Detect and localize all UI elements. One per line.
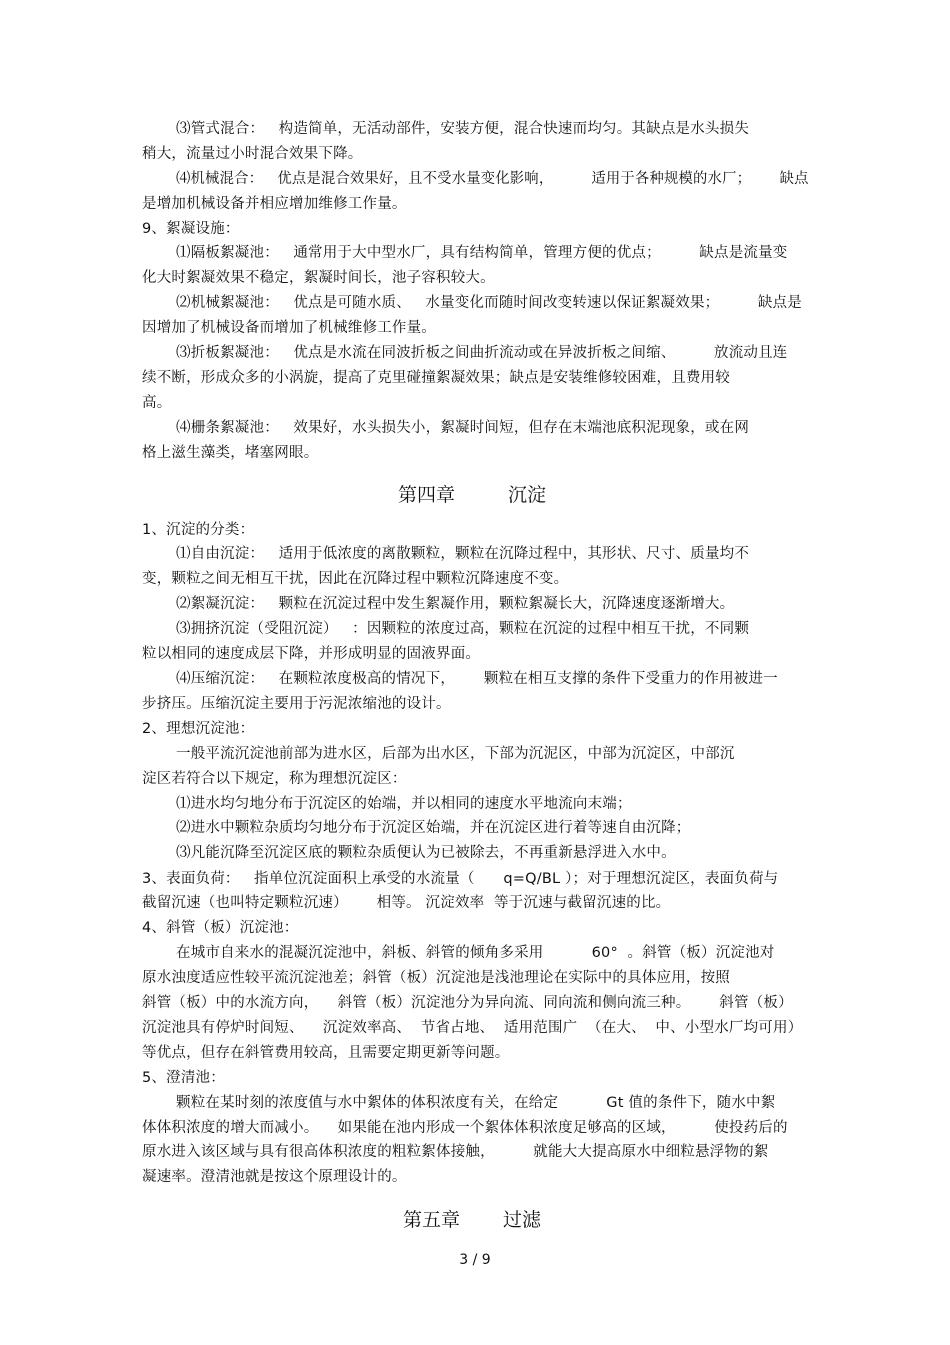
text-line: 格上滋生藻类，堵塞网眼。 [142,445,319,461]
chapter-title-name: 沉淀 [508,484,547,506]
text-line: 化大时絮凝效果不稳定，絮凝时间长，池子容积较大。 [142,270,495,286]
text-line: 是增加机械设备并相应增加维修工作量。 [142,196,407,212]
text-line: ⑴进水均匀地分布于沉淀区的始端，并以相同的速度水平地流向末端； [176,796,632,812]
text-line: 凝速率。澄清池就是按这个原理设计的。 [142,1169,407,1185]
text-line: ⑶拥挤沉淀（受阻沉淀） ：因颗粒的浓度过高，颗粒在沉淀的过程中相互干扰，不同颗 [176,621,750,637]
text-line: ⑶管式混合： 构造简单，无活动部件，安装方便，混合快速而均匀。其缺点是水头损失 [176,121,750,137]
chapter-title-name: 过滤 [503,1209,542,1231]
text-line: 因增加了机械设备而增加了机械维修工作量。 [142,320,436,336]
text-line: 变，颗粒之间无相互干扰，因此在沉降过程中颗粒沉降速度不变。 [142,571,569,587]
text-line: ⑷栅条絮凝池： 效果好，水头损失小，絮凝时间短，但存在末端池底积泥现象，或在网 [176,420,750,436]
text-line: 等优点，但存在斜管费用较高，且需要定期更新等问题。 [142,1045,510,1061]
section-heading: 2、理想沉淀池： [142,721,255,737]
text-line: 粒以相同的速度成层下降，并形成明显的固液界面。 [142,646,481,662]
text-line: 原水浊度适应性较平流沉淀池差；斜管（板）沉淀池是浅池理论在实际中的具体应用，按照 [142,970,730,986]
chapter-title-number: 第四章 [398,484,456,506]
text-line: 稍大，流量过小时混合效果下降。 [142,146,363,162]
text-line: 原水进入该区域与具有很高体积浓度的粗粒絮体接触， 就能大大提高原水中细粒悬浮物的絮 [142,1144,769,1160]
text-line: 截留沉速（也叫特定颗粒沉速） 相等。 沉淀效率 等于沉速与截留沉速的比。 [142,895,671,911]
text-line: 体体积浓度的增大而减小。 如果能在池内形成一个絮体体积浓度足够高的区域， 使投药后的 [142,1120,788,1136]
text-line: ⑶凡能沉降至沉淀区底的颗粒杂质便认为已被除去，不再重新悬浮进入水中。 [176,845,676,861]
text-line: 淀区若符合以下规定，称为理想沉淀区： [142,771,407,787]
text-line: ⑷压缩沉淀： 在颗粒浓度极高的情况下， 颗粒在相互支撑的条件下受重力的作用被进一 [176,671,778,687]
text-line: 高。 [142,395,172,411]
text-line: ⑴隔板絮凝池： 通常用于大中型水厂，具有结构简单，管理方便的优点； 缺点是流量变 [176,245,788,261]
text-line: ⑷机械混合： 优点是混合效果好，且不受水量变化影响， 适用于各种规模的水厂； 缺点 [176,171,809,187]
page-number: 3 / 9 [459,1252,491,1268]
section-heading: 5、澄清池： [142,1070,225,1086]
text-line: ⑵絮凝沉淀： 颗粒在沉淀过程中发生絮凝作用，颗粒絮凝长大，沉降速度逐渐增大。 [176,596,735,612]
text-line: ⑵机械絮凝池： 优点是可随水质、 水量变化而随时间改变转速以保证絮凝效果； 缺点是 [176,295,802,311]
section-heading: 9、絮凝设施： [142,221,240,237]
section-heading: 1、沉淀的分类： [142,522,255,538]
chapter-title-number: 第五章 [403,1209,461,1231]
text-line: 颗粒在某时刻的浓度值与水中絮体的体积浓度有关，在给定 Gt 值的条件下，随水中絮 [176,1095,776,1111]
text-line: 在城市自来水的混凝沉淀池中，斜板、斜管的倾角多采用 60° 。斜管（板）沉淀池对 [176,945,775,961]
text-line: 斜管（板）中的水流方向， 斜管（板）沉淀池分为异向流、同向流和侧向流三种。 斜管（板） [142,995,793,1011]
text-line: 沉淀池具有停炉时间短、 沉淀效率高、 节省占地、 适用范围广 （在大、 中、小型水厂均可用） [142,1020,803,1036]
section-heading: 4、斜管（板）沉淀池： [142,920,299,936]
text-line: ⑴自由沉淀： 适用于低浓度的离散颗粒，颗粒在沉降过程中，其形状、尺寸、质量均不 [176,546,750,562]
text-line: 续不断，形成众多的小涡旋，提高了克里碰撞絮凝效果；缺点是安装维修较困难，且费用较 [142,370,730,386]
text-line: 3、表面负荷： 指单位沉淀面积上承受的水流量（ q=Q/BL ）；对于理想沉淀区，表面负荷与 [142,871,779,887]
text-line: 步挤压。压缩沉淀主要用于污泥浓缩池的设计。 [142,696,451,712]
text-line: ⑵进水中颗粒杂质均匀地分布于沉淀区始端，并在沉淀区进行着等速自由沉降； [176,820,691,836]
text-line: ⑶折板絮凝池： 优点是水流在同波折板之间曲折流动或在异波折板之间缩、 放流动且连 [176,345,788,361]
text-line: 一般平流沉淀池前部为进水区，后部为出水区，下部为沉泥区，中部为沉淀区，中部沉 [176,746,735,762]
